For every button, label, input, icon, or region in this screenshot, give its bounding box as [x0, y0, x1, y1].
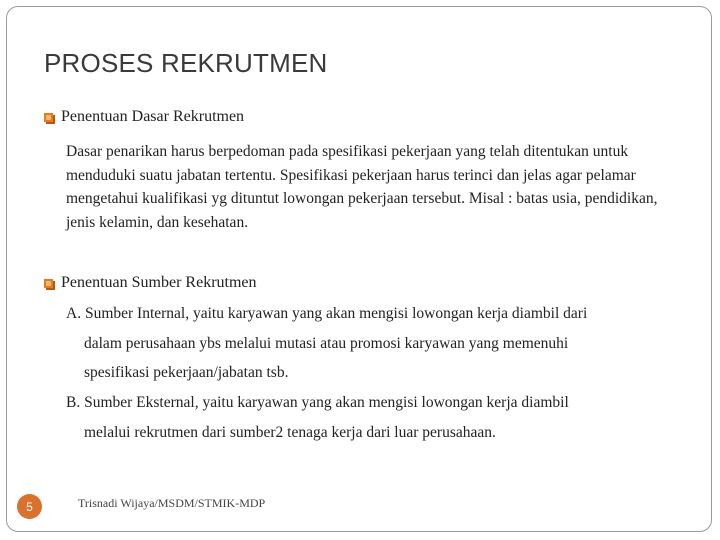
footer-text: Trisnadi Wijaya/MSDM/STMIK-MDP [78, 496, 266, 510]
section-heading-dasar [44, 108, 244, 126]
slide-frame [6, 6, 712, 532]
square-bullet-icon [44, 113, 53, 122]
section-heading-sumber [44, 274, 257, 292]
square-bullet-icon [44, 279, 53, 288]
section-heading-label: Penentuan Dasar Rekrutmen [61, 108, 245, 125]
slide-title: PROSES REKRUTMEN [44, 48, 328, 78]
list-item-internal: A. Sumber Internal, yaitu karyawan yang akan mengisi lowongan kerja diambil dari dalam perusahaan ybs melalui mutasi atau promosi karyawan yang memenuhi spesifikasi pekerjaan/jabatan tsb. [66, 305, 588, 381]
section-heading-label: Penentuan Sumber Rekrutmen [61, 274, 257, 291]
section-body-dasar: Dasar penarikan harus berpedoman pada spesifikasi pekerjaan yang telah ditentukan untuk menduduki suatu jabatan tertentu. Spesifikasi pekerjaan harus terinci dan jelas agar pelamar mengetahui kualifikasi yg dituntut lowongan pekerjaan tersebut. Misal : batas usia, pendidikan, jenis kelamin, dan kesehatan. [66, 143, 658, 231]
page-number-badge: 5 [17, 494, 42, 519]
list-item-eksternal: B. Sumber Eksternal, yaitu karyawan yang akan mengisi lowongan kerja diambil melalui rekrutmen dari sumber2 tenaga kerja dari luar perusahaan. [66, 394, 569, 441]
